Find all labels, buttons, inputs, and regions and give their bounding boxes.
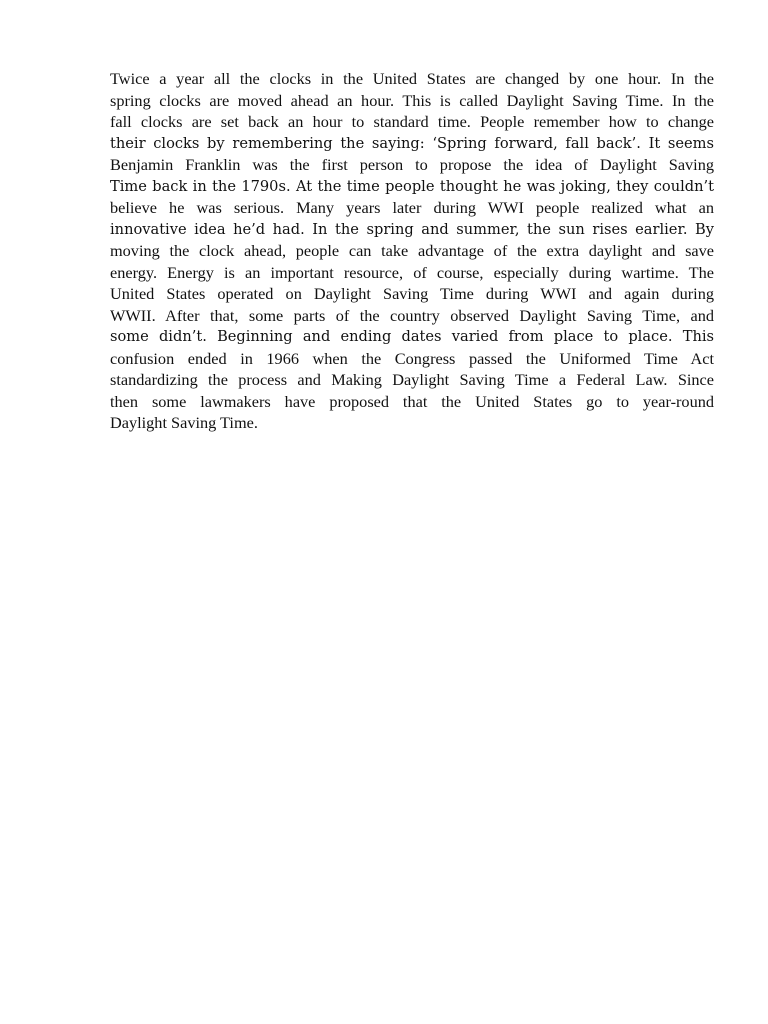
paragraph-line: Benjamin Franklin was the first person to propose the idea of Daylight Saving	[110, 155, 714, 174]
paragraph-line: Twice a year all the clocks in the United States are changed by one hour. In the	[110, 69, 714, 88]
paragraph-line: moving the clock ahead, people can take advantage of the extra daylight and save	[110, 241, 714, 260]
paragraph-line: United States operated on Daylight Saving Time during WWI and again during	[110, 284, 714, 303]
paragraph-line: their clocks by remembering the saying: ‘Spring forward, fall back’. It seems	[110, 134, 714, 152]
body-paragraph	[110, 68, 714, 434]
paragraph-line: believe he was serious. Many years later during WWI people realized what an	[110, 198, 714, 217]
paragraph-line: then some lawmakers have proposed that the United States go to year-round	[110, 391, 714, 411]
paragraph-line: innovative idea he’d had. In the spring and summer, the sun rises earlier. By	[110, 220, 714, 238]
paragraph-line: standardizing the process and Making Daylight Saving Time a Federal Law. Since	[110, 370, 714, 389]
paragraph-line: spring clocks are moved ahead an hour. This is called Daylight Saving Time. In the	[110, 90, 714, 110]
paragraph-line: WWII. After that, some parts of the country observed Daylight Saving Time, and	[110, 305, 714, 325]
paragraph-line: energy. Energy is an important resource, of course, especially during wartime. The	[110, 262, 714, 282]
paragraph-line: Time back in the 1790s. At the time people thought he was joking, they couldn’t	[110, 177, 714, 195]
paragraph-line: some didn’t. Beginning and ending dates varied from place to place. This	[110, 328, 714, 345]
paragraph-line: Daylight Saving Time.	[110, 413, 258, 432]
paragraph-line: confusion ended in 1966 when the Congress passed the Uniformed Time Act	[110, 348, 714, 368]
paragraph-line: fall clocks are set back an hour to standard time. People remember how to change	[110, 112, 714, 131]
